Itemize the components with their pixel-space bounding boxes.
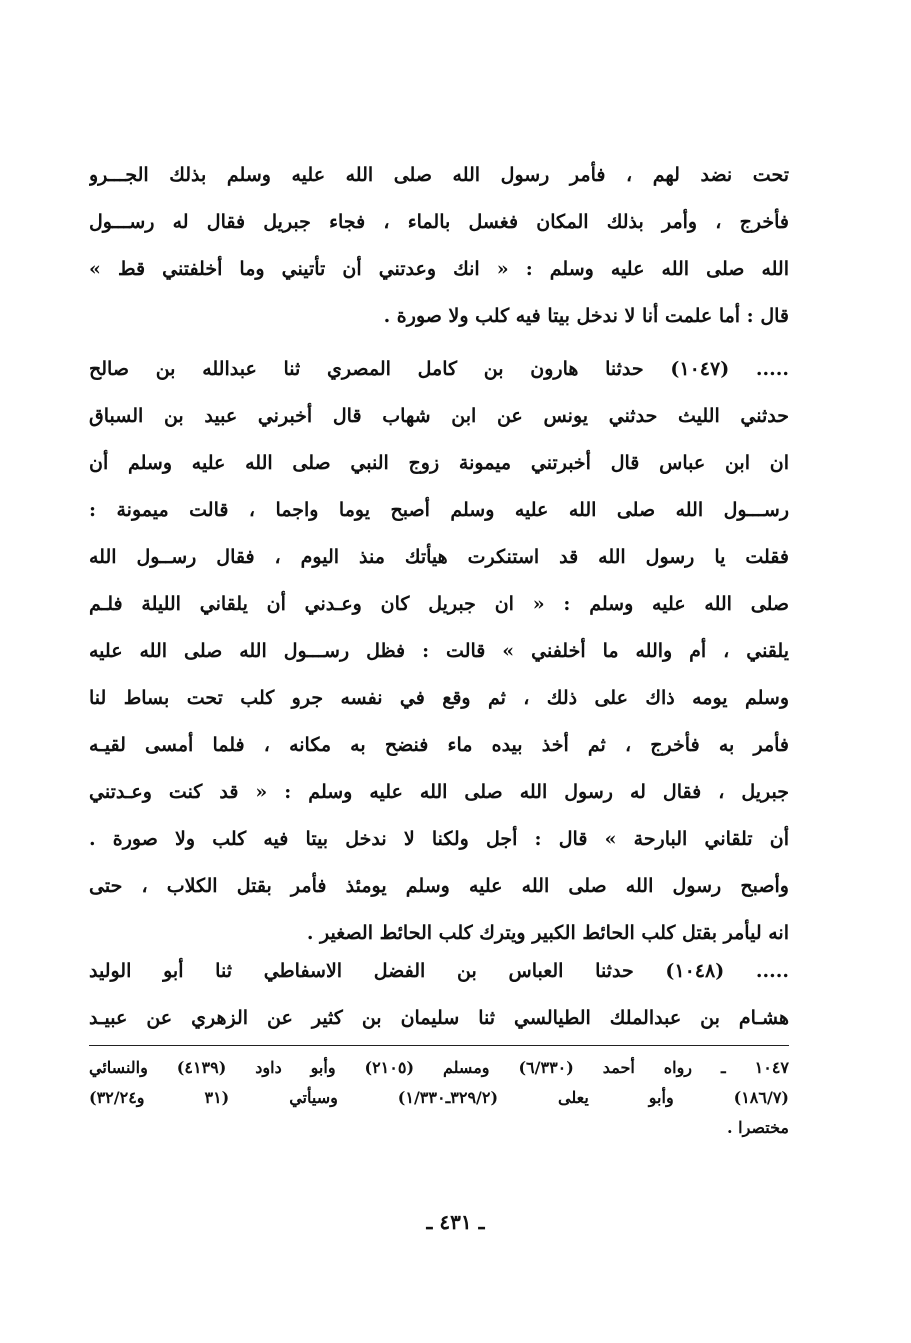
hadith-1048 — [89, 948, 789, 1042]
text-line: صلى الله عليه وسلم : « ان جبريل كان وعـدني أن يلقاني الليلة فلـم — [89, 593, 789, 615]
text-line: انه ليأمر بقتل كلب الحائط الكبير ويترك كلب الحائط الصغير . — [306, 922, 789, 944]
text-line: ..... (١٠٤٨) حدثنا العباس بن الفضل الاسفاطي ثنا أبو الوليد — [89, 960, 789, 982]
text-line: وأصبح رسول الله صلى الله عليه وسلم يومئذ فأمر بقتل الكلاب ، حتى — [89, 875, 789, 897]
hadith-1047 — [89, 346, 789, 957]
text-line: ان ابن عباس قال أخبرتني ميمونة زوج النبي صلى الله عليه وسلم أن — [89, 452, 789, 474]
text-line: فأمر به فأخرج ، ثم أخذ بيده ماء فنضح به مكانه ، فلما أمسى لقيـه — [89, 734, 789, 756]
text-line: هشـام بن عبدالملك الطيالسي ثنا سليمان بن كثير عن الزهري عن عبيـد — [89, 1007, 789, 1029]
paragraph-continuation — [89, 152, 789, 340]
text-line: فأخرج ، وأمر بذلك المكان فغسل بالماء ، فجاء جبريل فقال له رســـول — [89, 211, 789, 233]
footnote-line: (١٨٦/٧) وأبو يعلى (٣٢٩/٢ـ١/٣٣٠) وسيأتي (٣١ و٣٢/٢٤) — [89, 1088, 789, 1107]
text-line: فقلت يا رسول الله قد استنكرت هيأتك منذ اليوم ، فقال رســول الله — [89, 546, 789, 568]
text-line: قال : أما علمت أنا لا ندخل بيتا فيه كلب ولا صورة . — [383, 305, 789, 327]
text-line: رســـول الله صلى الله عليه وسلم أصبح يوما واجما ، قالت ميمونة : — [89, 499, 789, 521]
text-line: حدثني الليث حدثني يونس عن ابن شهاب قال أخبرني عبيد بن السباق — [89, 405, 789, 427]
footnote-line: ١٠٤٧ ـ رواه أحمد (٦/٣٣٠) ومسلم (٢١٠٥) وأبو داود (٤١٣٩) والنسائي — [89, 1058, 789, 1077]
text-line: أن تلقاني البارحة » قال : أجل ولكنا لا ندخل بيتا فيه كلب ولا صورة . — [89, 828, 789, 850]
page-number: ـ ٤٣١ ـ — [426, 1210, 485, 1234]
text-line: جبريل ، فقال له رسول الله صلى الله عليه وسلم : « قد كنت وعـدتني — [89, 781, 789, 803]
footnote — [89, 1053, 789, 1143]
text-line: ..... (١٠٤٧) حدثنا هارون بن كامل المصري ثنا عبدالله بن صالح — [89, 358, 789, 380]
text-line: وسلم يومه ذاك على ذلك ، ثم وقع في نفسه جرو كلب تحت بساط لنا — [89, 687, 789, 709]
footnote-line: مختصرا . — [726, 1118, 789, 1137]
footnote-divider — [89, 1045, 789, 1046]
text-line: يلقني ، أم والله ما أخلفني » قالت : فظل رســـول الله صلى الله عليه — [89, 640, 789, 662]
text-line: الله صلى الله عليه وسلم : « انك وعدتني أن تأتيني وما أخلفتني قط » — [89, 258, 789, 280]
text-line: تحت نضد لهم ، فأمر رسول الله صلى الله عليه وسلم بذلك الجـــرو — [89, 164, 789, 186]
